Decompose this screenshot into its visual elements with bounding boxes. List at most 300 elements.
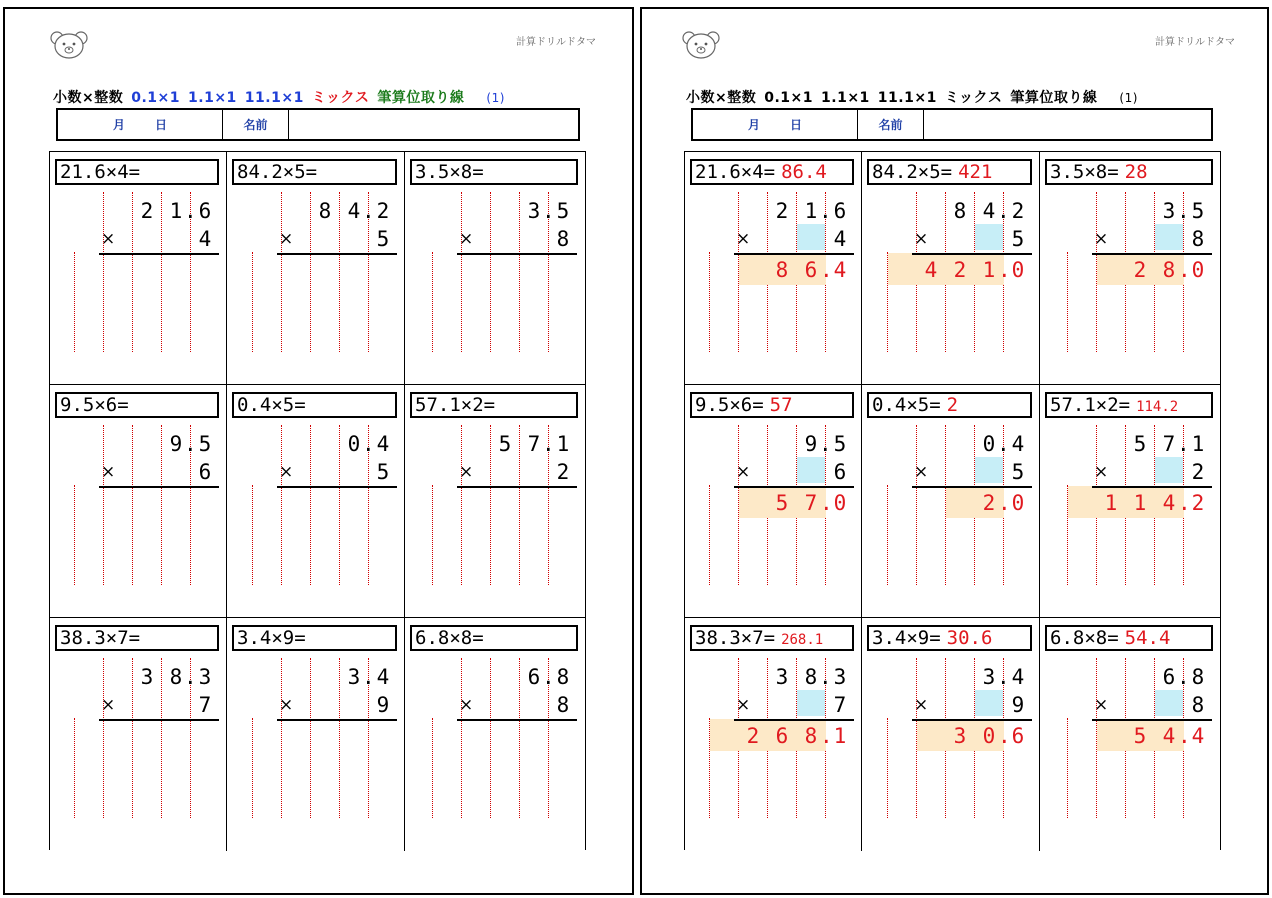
problem-expression bbox=[410, 625, 578, 651]
place-value-guide bbox=[490, 658, 491, 818]
multiplicand-digit: 2 bbox=[140, 199, 154, 223]
worksheet-title bbox=[686, 87, 1146, 107]
times-sign: × bbox=[736, 462, 751, 482]
calculation-bar bbox=[912, 253, 1032, 255]
multiplier-digit: 8 bbox=[1191, 693, 1205, 717]
place-value-guide bbox=[339, 192, 340, 352]
problem-expression bbox=[410, 159, 578, 185]
decimal-point: . bbox=[997, 199, 1010, 223]
answer-text: 421 bbox=[958, 161, 993, 183]
month-label: 月 bbox=[747, 118, 760, 132]
result-digit: 2 bbox=[982, 491, 996, 515]
times-sign: × bbox=[914, 462, 929, 482]
multiplier-digit: 2 bbox=[556, 460, 570, 484]
multiplicand-digit: 5 bbox=[833, 432, 847, 456]
answer-text: 268.1 bbox=[781, 632, 824, 648]
result-digit: 6 bbox=[775, 724, 789, 748]
place-value-guide bbox=[461, 658, 462, 818]
name-label: 名前 bbox=[223, 110, 289, 139]
expression-text: 3.5×8= bbox=[1050, 161, 1119, 183]
problem-expression bbox=[55, 392, 219, 418]
problem-cell bbox=[50, 618, 227, 851]
place-value-guide bbox=[161, 658, 162, 818]
title-part: 11.1×1 bbox=[877, 90, 937, 106]
result-decimal-point: . bbox=[820, 724, 833, 748]
brand-text: 計算ドリルドタマ bbox=[1155, 37, 1235, 48]
worksheet-problems bbox=[3, 7, 634, 895]
place-value-guide bbox=[281, 658, 282, 818]
multiplicand-digit: 4 bbox=[982, 199, 996, 223]
place-value-guide bbox=[490, 192, 491, 352]
multiplicand-digit: 5 bbox=[198, 432, 212, 456]
multiplier-digit: 4 bbox=[833, 227, 847, 251]
result-digit: 2 bbox=[1191, 491, 1205, 515]
times-sign: × bbox=[1094, 462, 1109, 482]
multiplier-highlight bbox=[797, 457, 825, 483]
result-digit: 6 bbox=[804, 258, 818, 282]
result-digit: 4 bbox=[1162, 491, 1176, 515]
result-digit: 2 bbox=[953, 258, 967, 282]
title-part: 0.1×1 bbox=[131, 90, 181, 106]
place-value-guide bbox=[709, 485, 710, 585]
result-digit: 4 bbox=[1191, 724, 1205, 748]
multiplicand-digit: 3 bbox=[140, 665, 154, 689]
title-part: 1.1×1 bbox=[188, 90, 237, 106]
expression-text: 57.1×2= bbox=[1050, 394, 1131, 416]
decimal-point: . bbox=[1177, 432, 1190, 456]
result-decimal-point: . bbox=[820, 258, 833, 282]
answer-text: 114.2 bbox=[1136, 399, 1179, 415]
multiplicand-digit: 4 bbox=[1011, 432, 1025, 456]
expression-text: 57.1×2= bbox=[415, 394, 496, 416]
multiplicand-digit: 8 bbox=[804, 665, 818, 689]
expression-text: 21.6×4= bbox=[60, 161, 141, 183]
result-digit: 1 bbox=[982, 258, 996, 282]
result-digit: 3 bbox=[953, 724, 967, 748]
multiplicand-digit: 3 bbox=[1162, 199, 1176, 223]
calculation-bar bbox=[734, 486, 854, 488]
times-sign: × bbox=[459, 695, 474, 715]
day-label: 日 bbox=[155, 118, 168, 132]
result-digit: 4 bbox=[1162, 724, 1176, 748]
result-digit: 0 bbox=[1011, 258, 1025, 282]
times-sign: × bbox=[459, 462, 474, 482]
multiplier-digit: 8 bbox=[556, 227, 570, 251]
decimal-point: . bbox=[362, 665, 375, 689]
place-value-guide bbox=[132, 192, 133, 352]
multiplier-digit: 2 bbox=[1191, 460, 1205, 484]
answer-text: 54.4 bbox=[1124, 627, 1171, 649]
multiplier-highlight bbox=[1155, 690, 1183, 716]
calculation-bar bbox=[1092, 719, 1212, 721]
result-decimal-point: . bbox=[1178, 258, 1191, 282]
decimal-point: . bbox=[362, 432, 375, 456]
problem-cell bbox=[685, 152, 862, 385]
problem-cell bbox=[1040, 385, 1220, 618]
result-digit: 8 bbox=[1162, 258, 1176, 282]
multiplier-digit: 8 bbox=[1191, 227, 1205, 251]
multiplicand-digit: 4 bbox=[376, 665, 390, 689]
calculation-bar bbox=[99, 486, 219, 488]
times-sign: × bbox=[101, 462, 116, 482]
calculation-bar bbox=[457, 486, 577, 488]
decimal-point: . bbox=[542, 665, 555, 689]
problem-grid bbox=[49, 151, 586, 850]
result-digit: 1 bbox=[833, 724, 847, 748]
result-digit: 1 bbox=[1133, 491, 1147, 515]
expression-text: 21.6×4= bbox=[695, 161, 776, 183]
place-value-guide bbox=[461, 192, 462, 352]
multiplicand-digit: 5 bbox=[1133, 432, 1147, 456]
decimal-point: . bbox=[997, 665, 1010, 689]
calculation-bar bbox=[1092, 253, 1212, 255]
calculation-bar bbox=[912, 486, 1032, 488]
place-value-guide bbox=[310, 192, 311, 352]
calculation-bar bbox=[99, 719, 219, 721]
problem-cell bbox=[862, 152, 1040, 385]
decimal-point: . bbox=[1177, 665, 1190, 689]
date-field[interactable] bbox=[58, 110, 223, 139]
result-decimal-point: . bbox=[998, 258, 1011, 282]
problem-expression bbox=[690, 159, 854, 185]
calculation-bar bbox=[457, 253, 577, 255]
place-value-guide bbox=[103, 658, 104, 818]
multiplier-digit: 6 bbox=[833, 460, 847, 484]
multiplicand-digit: 3 bbox=[833, 665, 847, 689]
multiplicand-digit: 2 bbox=[775, 199, 789, 223]
place-value-guide bbox=[132, 425, 133, 585]
page-number: (1) bbox=[486, 91, 505, 105]
multiplicand-digit: 6 bbox=[527, 665, 541, 689]
problem-cell bbox=[405, 618, 585, 851]
expression-text: 6.8×8= bbox=[415, 627, 484, 649]
place-value-guide bbox=[339, 658, 340, 818]
title-part: 0.1×1 bbox=[764, 90, 814, 106]
multiplier-digit: 5 bbox=[376, 460, 390, 484]
answer-text: 30.6 bbox=[946, 627, 993, 649]
problem-expression bbox=[1045, 625, 1213, 651]
problem-expression bbox=[690, 392, 854, 418]
place-value-guide bbox=[432, 718, 433, 818]
expression-text: 3.4×9= bbox=[237, 627, 306, 649]
problem-cell bbox=[405, 152, 585, 385]
expression-text: 0.4×5= bbox=[237, 394, 306, 416]
problem-cell bbox=[50, 152, 227, 385]
title-part: ミックス bbox=[944, 90, 1003, 106]
expression-text: 3.4×9= bbox=[872, 627, 941, 649]
result-decimal-point: . bbox=[1178, 724, 1191, 748]
problem-expression bbox=[690, 625, 854, 651]
multiplicand-digit: 2 bbox=[376, 199, 390, 223]
problem-expression bbox=[55, 159, 219, 185]
title-part: 小数×整数 bbox=[686, 90, 757, 106]
multiplicand-digit: 9 bbox=[169, 432, 183, 456]
result-digit: 7 bbox=[804, 491, 818, 515]
result-digit: 0 bbox=[1191, 258, 1205, 282]
multiplicand-digit: 3 bbox=[982, 665, 996, 689]
page-number: (1) bbox=[1119, 91, 1138, 105]
times-sign: × bbox=[736, 695, 751, 715]
multiplicand-digit: 8 bbox=[556, 665, 570, 689]
problem-cell bbox=[685, 385, 862, 618]
problem-expression bbox=[232, 625, 397, 651]
times-sign: × bbox=[459, 229, 474, 249]
result-digit: 5 bbox=[1133, 724, 1147, 748]
calculation-bar bbox=[277, 719, 397, 721]
bear-logo-icon bbox=[50, 29, 88, 59]
times-sign: × bbox=[279, 229, 294, 249]
multiplicand-digit: 1 bbox=[169, 199, 183, 223]
problem-expression bbox=[55, 625, 219, 651]
expression-text: 6.8×8= bbox=[1050, 627, 1119, 649]
multiplicand-digit: 7 bbox=[1162, 432, 1176, 456]
multiplier-highlight bbox=[975, 690, 1003, 716]
problem-expression bbox=[232, 392, 397, 418]
problem-cell bbox=[685, 618, 862, 851]
place-value-guide bbox=[310, 658, 311, 818]
expression-text: 84.2×5= bbox=[872, 161, 953, 183]
result-digit: 2 bbox=[1133, 258, 1147, 282]
result-digit: 8 bbox=[775, 258, 789, 282]
place-value-guide bbox=[161, 192, 162, 352]
place-value-guide bbox=[490, 425, 491, 585]
place-value-guide bbox=[432, 485, 433, 585]
place-value-guide bbox=[709, 252, 710, 352]
times-sign: × bbox=[736, 229, 751, 249]
problem-cell bbox=[862, 618, 1040, 851]
place-value-guide bbox=[74, 718, 75, 818]
decimal-point: . bbox=[819, 199, 832, 223]
place-value-guide bbox=[519, 425, 520, 585]
times-sign: × bbox=[101, 229, 116, 249]
problem-expression bbox=[410, 392, 578, 418]
title-part: 11.1×1 bbox=[244, 90, 304, 106]
multiplicand-digit: 8 bbox=[169, 665, 183, 689]
result-digit: 4 bbox=[924, 258, 938, 282]
times-sign: × bbox=[914, 229, 929, 249]
problem-expression bbox=[1045, 159, 1213, 185]
multiplicand-digit: 6 bbox=[833, 199, 847, 223]
place-value-guide bbox=[132, 658, 133, 818]
times-sign: × bbox=[279, 462, 294, 482]
problem-expression bbox=[867, 159, 1032, 185]
multiplicand-digit: 7 bbox=[527, 432, 541, 456]
place-value-guide bbox=[252, 252, 253, 352]
problem-expression bbox=[232, 159, 397, 185]
multiplicand-digit: 4 bbox=[1011, 665, 1025, 689]
title-part: 1.1×1 bbox=[821, 90, 870, 106]
place-value-guide bbox=[339, 425, 340, 585]
place-value-guide bbox=[310, 425, 311, 585]
result-decimal-point: . bbox=[998, 724, 1011, 748]
worksheet-title bbox=[53, 87, 513, 107]
problem-expression bbox=[867, 625, 1032, 651]
multiplier-highlight bbox=[975, 457, 1003, 483]
multiplicand-digit: 3 bbox=[775, 665, 789, 689]
problem-cell bbox=[227, 618, 405, 851]
multiplier-highlight bbox=[975, 224, 1003, 250]
name-date-box bbox=[56, 108, 580, 141]
problem-cell bbox=[1040, 618, 1220, 851]
multiplicand-digit: 1 bbox=[1191, 432, 1205, 456]
calculation-bar bbox=[99, 253, 219, 255]
multiplier-digit: 5 bbox=[1011, 460, 1025, 484]
result-digit: 8 bbox=[804, 724, 818, 748]
multiplier-digit: 9 bbox=[376, 693, 390, 717]
place-value-guide bbox=[887, 485, 888, 585]
title-part: ミックス bbox=[311, 90, 370, 106]
title-part: 小数×整数 bbox=[53, 90, 124, 106]
multiplicand-digit: 5 bbox=[556, 199, 570, 223]
multiplicand-digit: 0 bbox=[347, 432, 361, 456]
title-part: 筆算位取り線 bbox=[1010, 90, 1098, 106]
result-decimal-point: . bbox=[1178, 491, 1191, 515]
brand-text: 計算ドリルドタマ bbox=[516, 37, 596, 48]
decimal-point: . bbox=[362, 199, 375, 223]
result-digit: 5 bbox=[775, 491, 789, 515]
date-field[interactable] bbox=[693, 110, 858, 139]
answer-text: 86.4 bbox=[781, 161, 827, 183]
answer-text: 2 bbox=[946, 394, 959, 416]
multiplier-highlight bbox=[797, 224, 825, 250]
multiplier-highlight bbox=[1155, 457, 1183, 483]
times-sign: × bbox=[1094, 229, 1109, 249]
place-value-guide bbox=[432, 252, 433, 352]
place-value-guide bbox=[519, 192, 520, 352]
problem-grid bbox=[684, 151, 1221, 850]
result-digit: 1 bbox=[1104, 491, 1118, 515]
problem-cell bbox=[405, 385, 585, 618]
answer-text: 57 bbox=[769, 394, 793, 416]
decimal-point: . bbox=[997, 432, 1010, 456]
result-digit: 6 bbox=[1011, 724, 1025, 748]
name-label: 名前 bbox=[858, 110, 924, 139]
problem-cell bbox=[50, 385, 227, 618]
decimal-point: . bbox=[819, 432, 832, 456]
multiplicand-digit: 5 bbox=[498, 432, 512, 456]
expression-text: 38.3×7= bbox=[60, 627, 141, 649]
decimal-point: . bbox=[542, 432, 555, 456]
result-decimal-point: . bbox=[998, 491, 1011, 515]
decimal-point: . bbox=[819, 665, 832, 689]
calculation-bar bbox=[457, 719, 577, 721]
multiplicand-digit: 6 bbox=[1162, 665, 1176, 689]
calculation-bar bbox=[912, 719, 1032, 721]
problem-expression bbox=[867, 392, 1032, 418]
day-label: 日 bbox=[790, 118, 803, 132]
times-sign: × bbox=[1094, 695, 1109, 715]
place-value-guide bbox=[103, 192, 104, 352]
place-value-guide bbox=[1067, 252, 1068, 352]
problem-cell bbox=[227, 385, 405, 618]
multiplicand-digit: 5 bbox=[1191, 199, 1205, 223]
title-part: 筆算位取り線 bbox=[377, 90, 465, 106]
multiplicand-digit: 8 bbox=[953, 199, 967, 223]
multiplier-digit: 7 bbox=[833, 693, 847, 717]
result-digit: 0 bbox=[833, 491, 847, 515]
place-value-guide bbox=[74, 252, 75, 352]
place-value-guide bbox=[252, 718, 253, 818]
result-digit: 2 bbox=[746, 724, 760, 748]
multiplicand-digit: 8 bbox=[318, 199, 332, 223]
expression-text: 84.2×5= bbox=[237, 161, 318, 183]
name-date-box bbox=[691, 108, 1213, 141]
decimal-point: . bbox=[542, 199, 555, 223]
calculation-bar bbox=[1092, 486, 1212, 488]
result-digit: 4 bbox=[833, 258, 847, 282]
expression-text: 9.5×6= bbox=[695, 394, 764, 416]
bear-logo-icon bbox=[682, 29, 720, 59]
multiplicand-digit: 1 bbox=[804, 199, 818, 223]
result-digit: 0 bbox=[1011, 491, 1025, 515]
place-value-guide bbox=[461, 425, 462, 585]
multiplicand-digit: 3 bbox=[198, 665, 212, 689]
decimal-point: . bbox=[1177, 199, 1190, 223]
place-value-guide bbox=[519, 658, 520, 818]
multiplier-digit: 5 bbox=[1011, 227, 1025, 251]
calculation-bar bbox=[277, 486, 397, 488]
place-value-guide bbox=[74, 485, 75, 585]
expression-text: 0.4×5= bbox=[872, 394, 941, 416]
multiplicand-digit: 8 bbox=[1191, 665, 1205, 689]
place-value-guide bbox=[281, 192, 282, 352]
times-sign: × bbox=[101, 695, 116, 715]
multiplier-highlight bbox=[1155, 224, 1183, 250]
decimal-point: . bbox=[184, 665, 197, 689]
times-sign: × bbox=[279, 695, 294, 715]
calculation-bar bbox=[734, 253, 854, 255]
calculation-bar bbox=[277, 253, 397, 255]
multiplier-digit: 8 bbox=[556, 693, 570, 717]
multiplier-digit: 4 bbox=[198, 227, 212, 251]
problem-cell bbox=[1040, 152, 1220, 385]
problem-expression bbox=[1045, 392, 1213, 418]
result-decimal-point: . bbox=[820, 491, 833, 515]
place-value-guide bbox=[887, 718, 888, 818]
place-value-guide bbox=[281, 425, 282, 585]
worksheet-answers bbox=[640, 7, 1269, 895]
multiplicand-digit: 4 bbox=[376, 432, 390, 456]
calculation-bar bbox=[734, 719, 854, 721]
multiplicand-digit: 3 bbox=[347, 665, 361, 689]
decimal-point: . bbox=[184, 432, 197, 456]
multiplicand-digit: 9 bbox=[804, 432, 818, 456]
multiplier-digit: 7 bbox=[198, 693, 212, 717]
place-value-guide bbox=[252, 485, 253, 585]
multiplicand-digit: 3 bbox=[527, 199, 541, 223]
result-digit: 0 bbox=[982, 724, 996, 748]
expression-text: 38.3×7= bbox=[695, 627, 776, 649]
expression-text: 3.5×8= bbox=[415, 161, 484, 183]
multiplicand-digit: 2 bbox=[1011, 199, 1025, 223]
place-value-guide bbox=[916, 425, 917, 585]
decimal-point: . bbox=[184, 199, 197, 223]
multiplicand-digit: 4 bbox=[347, 199, 361, 223]
multiplicand-digit: 6 bbox=[198, 199, 212, 223]
multiplier-digit: 5 bbox=[376, 227, 390, 251]
expression-text: 9.5×6= bbox=[60, 394, 129, 416]
problem-cell bbox=[862, 385, 1040, 618]
multiplicand-digit: 1 bbox=[556, 432, 570, 456]
multiplier-digit: 6 bbox=[198, 460, 212, 484]
multiplicand-digit: 0 bbox=[982, 432, 996, 456]
answer-text: 28 bbox=[1124, 161, 1148, 183]
problem-cell bbox=[227, 152, 405, 385]
month-label: 月 bbox=[112, 118, 125, 132]
multiplier-digit: 9 bbox=[1011, 693, 1025, 717]
times-sign: × bbox=[914, 695, 929, 715]
place-value-guide bbox=[103, 425, 104, 585]
